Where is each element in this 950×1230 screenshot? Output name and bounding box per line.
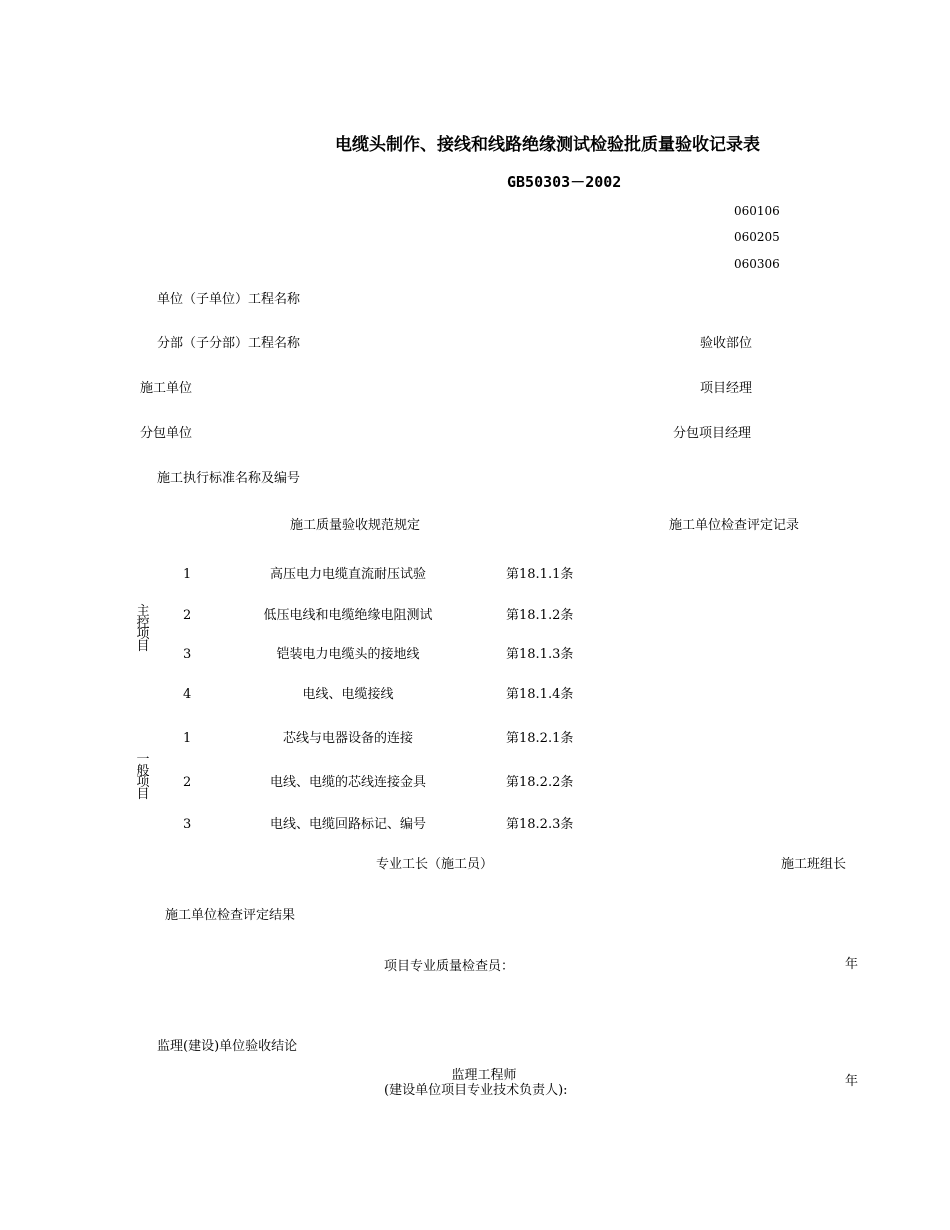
supervisor-subtitle: (建设单位项目专业技术负责人): [384, 1083, 568, 1098]
main-item-clause: 第18.1.3条 [506, 647, 574, 662]
sub-project-label: 分部（子分部）工程名称 [157, 336, 301, 351]
standard-code: GB50303－2002 [507, 173, 622, 191]
record-header: 施工单位检查评定记录 [669, 518, 800, 533]
form-code-3: 060306 [734, 257, 780, 271]
general-item-name: 电线、电缆回路标记、编号 [269, 817, 427, 832]
main-item-clause: 第18.1.4条 [506, 687, 574, 702]
supervision-conclusion-label: 监理(建设)单位验收结论 [157, 1039, 298, 1054]
team-leader-label: 施工班组长 [781, 857, 847, 872]
general-item-clause: 第18.2.1条 [506, 731, 574, 746]
general-item-name: 电线、电缆的芯线连接金具 [269, 775, 427, 790]
main-item-name: 低压电线和电缆绝缘电阻测试 [263, 608, 433, 623]
general-item-no: 2 [183, 775, 192, 790]
form-code-2: 060205 [734, 230, 780, 244]
quality-inspector-label: 项目专业质量检查员： [384, 959, 515, 974]
construction-unit-label: 施工单位 [140, 381, 193, 396]
main-item-no: 4 [183, 687, 192, 702]
main-item-no: 2 [183, 608, 192, 623]
supervisor-title: 监理工程师 [451, 1068, 517, 1083]
standard-name-label: 施工执行标准名称及编号 [157, 471, 301, 486]
general-item-no: 3 [183, 817, 192, 832]
check-result-label: 施工单位检查评定结果 [165, 908, 296, 923]
main-items-label: 主控项目 [136, 604, 150, 654]
main-item-name: 电线、电缆接线 [302, 687, 394, 702]
inspector-date-glyph: 年 [845, 957, 859, 972]
acceptance-part-label: 验收部位 [700, 336, 753, 351]
project-manager-label: 项目经理 [700, 381, 753, 396]
general-item-name: 芯线与电器设备的连接 [282, 731, 414, 746]
main-item-no: 1 [183, 567, 192, 582]
main-item-no: 3 [183, 647, 192, 662]
spec-header: 施工质量验收规范规定 [290, 518, 421, 533]
general-item-clause: 第18.2.2条 [506, 775, 574, 790]
general-items-label: 一般项目 [136, 752, 150, 802]
main-item-clause: 第18.1.2条 [506, 608, 574, 623]
unit-project-label: 单位（子单位）工程名称 [157, 292, 301, 307]
main-item-name: 高压电力电缆直流耐压试验 [269, 567, 427, 582]
form-title: 电缆头制作、接线和线路绝缘测试检验批质量验收记录表 [335, 135, 760, 155]
subcontract-unit-label: 分包单位 [140, 426, 193, 441]
supervisor-date-glyph: 年 [845, 1074, 859, 1089]
subcontract-manager-label: 分包项目经理 [673, 426, 752, 441]
main-item-name: 铠装电力电缆头的接地线 [276, 647, 420, 662]
general-item-no: 1 [183, 731, 192, 746]
form-code-1: 060106 [734, 204, 780, 218]
main-item-clause: 第18.1.1条 [506, 567, 574, 582]
foreman-label: 专业工长（施工员） [376, 857, 494, 872]
general-item-clause: 第18.2.3条 [506, 817, 574, 832]
